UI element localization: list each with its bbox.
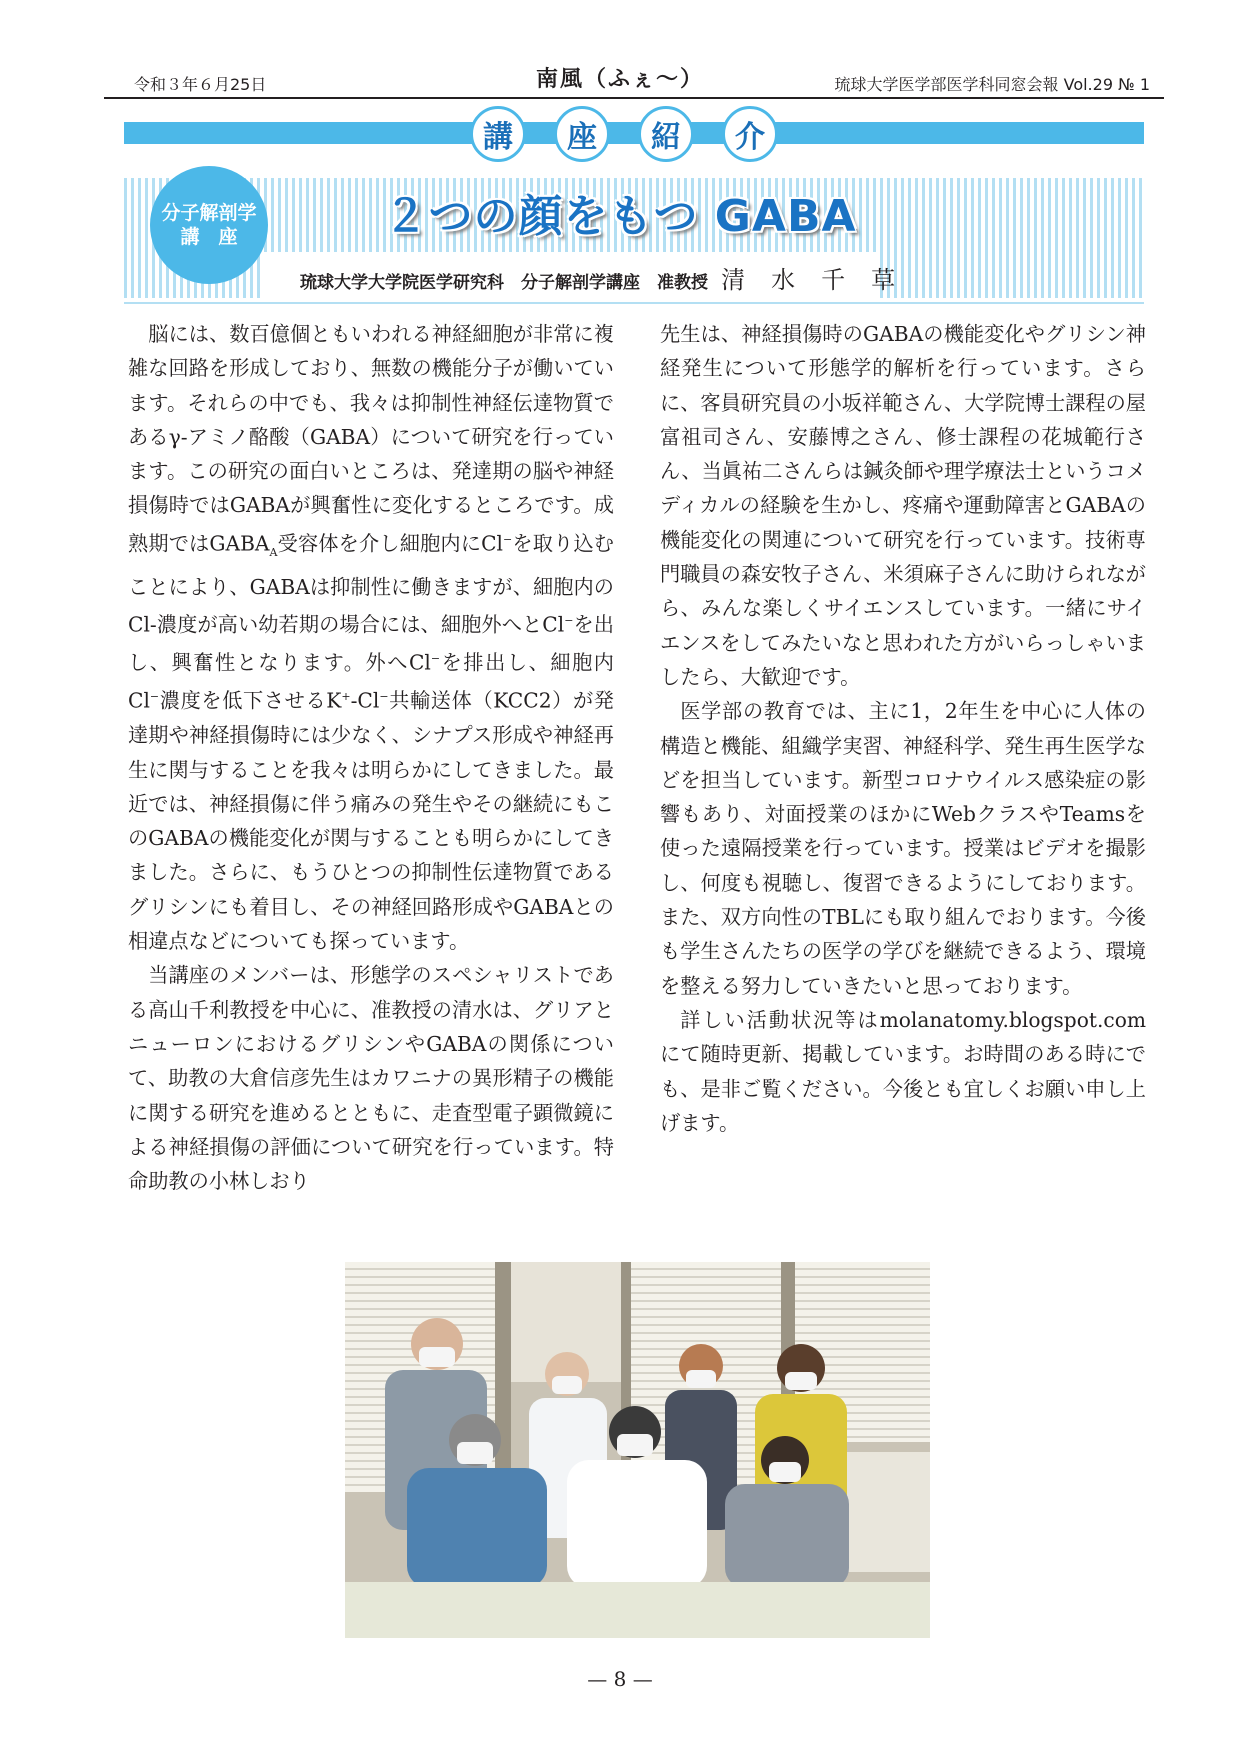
banner-char: 座 (554, 106, 610, 162)
header-date: 令和３年６月25日 (134, 75, 267, 94)
author-name: 清水千草 (721, 266, 922, 294)
header-rule (104, 97, 1164, 99)
department-badge (150, 166, 268, 284)
section-banner (470, 106, 778, 162)
banner-char: 紹 (638, 106, 694, 162)
group-photo (345, 1262, 930, 1638)
left-column (128, 317, 614, 1198)
header-title: 南風（ふぇ〜） (535, 66, 704, 92)
page-number: — 8 — (587, 1667, 653, 1691)
department-kouza: 講 座 (180, 226, 238, 248)
article-title: ２つの顔をもつ GABA (383, 191, 857, 242)
title-rule (124, 302, 1144, 304)
author-affiliation: 琉球大学大学院医学研究科 分子解剖学講座 准教授 (300, 273, 708, 293)
department-name: 分子解剖学 (161, 202, 257, 224)
right-column (660, 317, 1146, 1140)
header-publication: 琉球大学医学部医学科同窓会報 Vol.29 № 1 (834, 75, 1150, 94)
paragraph: 医学部の教育では、主に1，2年生を中心に人体の構造と機能、組織学実習、神経科学、発生再生医学などを担当しています。新型コロナウイルス感染症の影響もあり、対面授業のほかにWebクラスやTeamsを使った遠隔授業を行っています。授業はビデオを撮影し、何度も視聴し、復習できるようにしております。また、双方向性のTBLにも取り組んでおります。今後も学生さんたちの医学の学びを継続できるよう、環境を整える努力していきたいと思っております。 (660, 699, 1146, 998)
banner-char: 介 (722, 106, 778, 162)
paragraph: 脳には、数百億個ともいわれる神経細胞が非常に複雑な回路を形成しており、無数の機能分子が働いています。それらの中でも、我々は抑制性神経伝達物質であるγ-アミノ酪酸（GABA）について研究を行っています。この研究の面白いところは、発達期の脳や神経損傷時ではGABAが興奮性に変化するところです。成熟期では$GABA_A$受容体を介し細胞内にCl−を取り込むことにより、GABAは抑制性に働きますが、細胞内のCl-濃度が高い幼若期の場合には、細胞外へとCl−を出し、興奮性となります。外へCl−を排出し、細胞内Cl−濃度を低下させるK+-Cl−共輸送体（KCC2）が発達期や神経損傷時には少なく、シナプス形成や神経再生に関与することを我々は明らかにしてきました。最近では、神経損傷に伴う痛みの発生やその継続にもこのGABAの機能変化が関与することも明らかにしてきました。さらに、もうひとつの抑制性伝達物質であるグリシンにも着目し、その神経回路形成やGABAとの相違点などについても探っています。 (128, 322, 614, 954)
paragraph: 先生は、神経損傷時のGABAの機能変化やグリシン神経発生について形態学的解析を行っています。さらに、客員研究員の小坂祥範さん、大学院博士課程の屋富祖司さん、安藤博之さん、修士課程の花城範行さん、当眞祐二さんらは鍼灸師や理学療法士というコメディカルの経験を生かし、疼痛や運動障害とGABAの機能変化の関連について研究を行っています。技術専門職員の森安牧子さん、米須麻子さんに助けられながら、みんな楽しくサイエンスしています。一緒にサイエンスをしてみたいなと思われた方がいらっしゃいましたら、大歓迎です。 (660, 322, 1146, 689)
paragraph: 詳しい活動状況等はmolanatomy.blogspot.comにて随時更新、掲載しています。お時間のある時にでも、是非ご覧ください。今後とも宜しくお願い申し上げます。 (660, 1007, 1146, 1135)
group-photo-illustration (345, 1262, 930, 1638)
banner-char: 講 (470, 106, 526, 162)
paragraph: 当講座のメンバーは、形態学のスペシャリストである高山千利教授を中心に、准教授の清水は、グリアとニューロンにおけるグリシンやGABAの関係について、助教の大倉信彦先生はカワニナの異形精子の機能に関する研究を進めるとともに、走査型電子顕微鏡による神経損傷の評価について研究を行っています。特命助教の小林しおり (128, 963, 614, 1194)
author-line (300, 260, 921, 295)
